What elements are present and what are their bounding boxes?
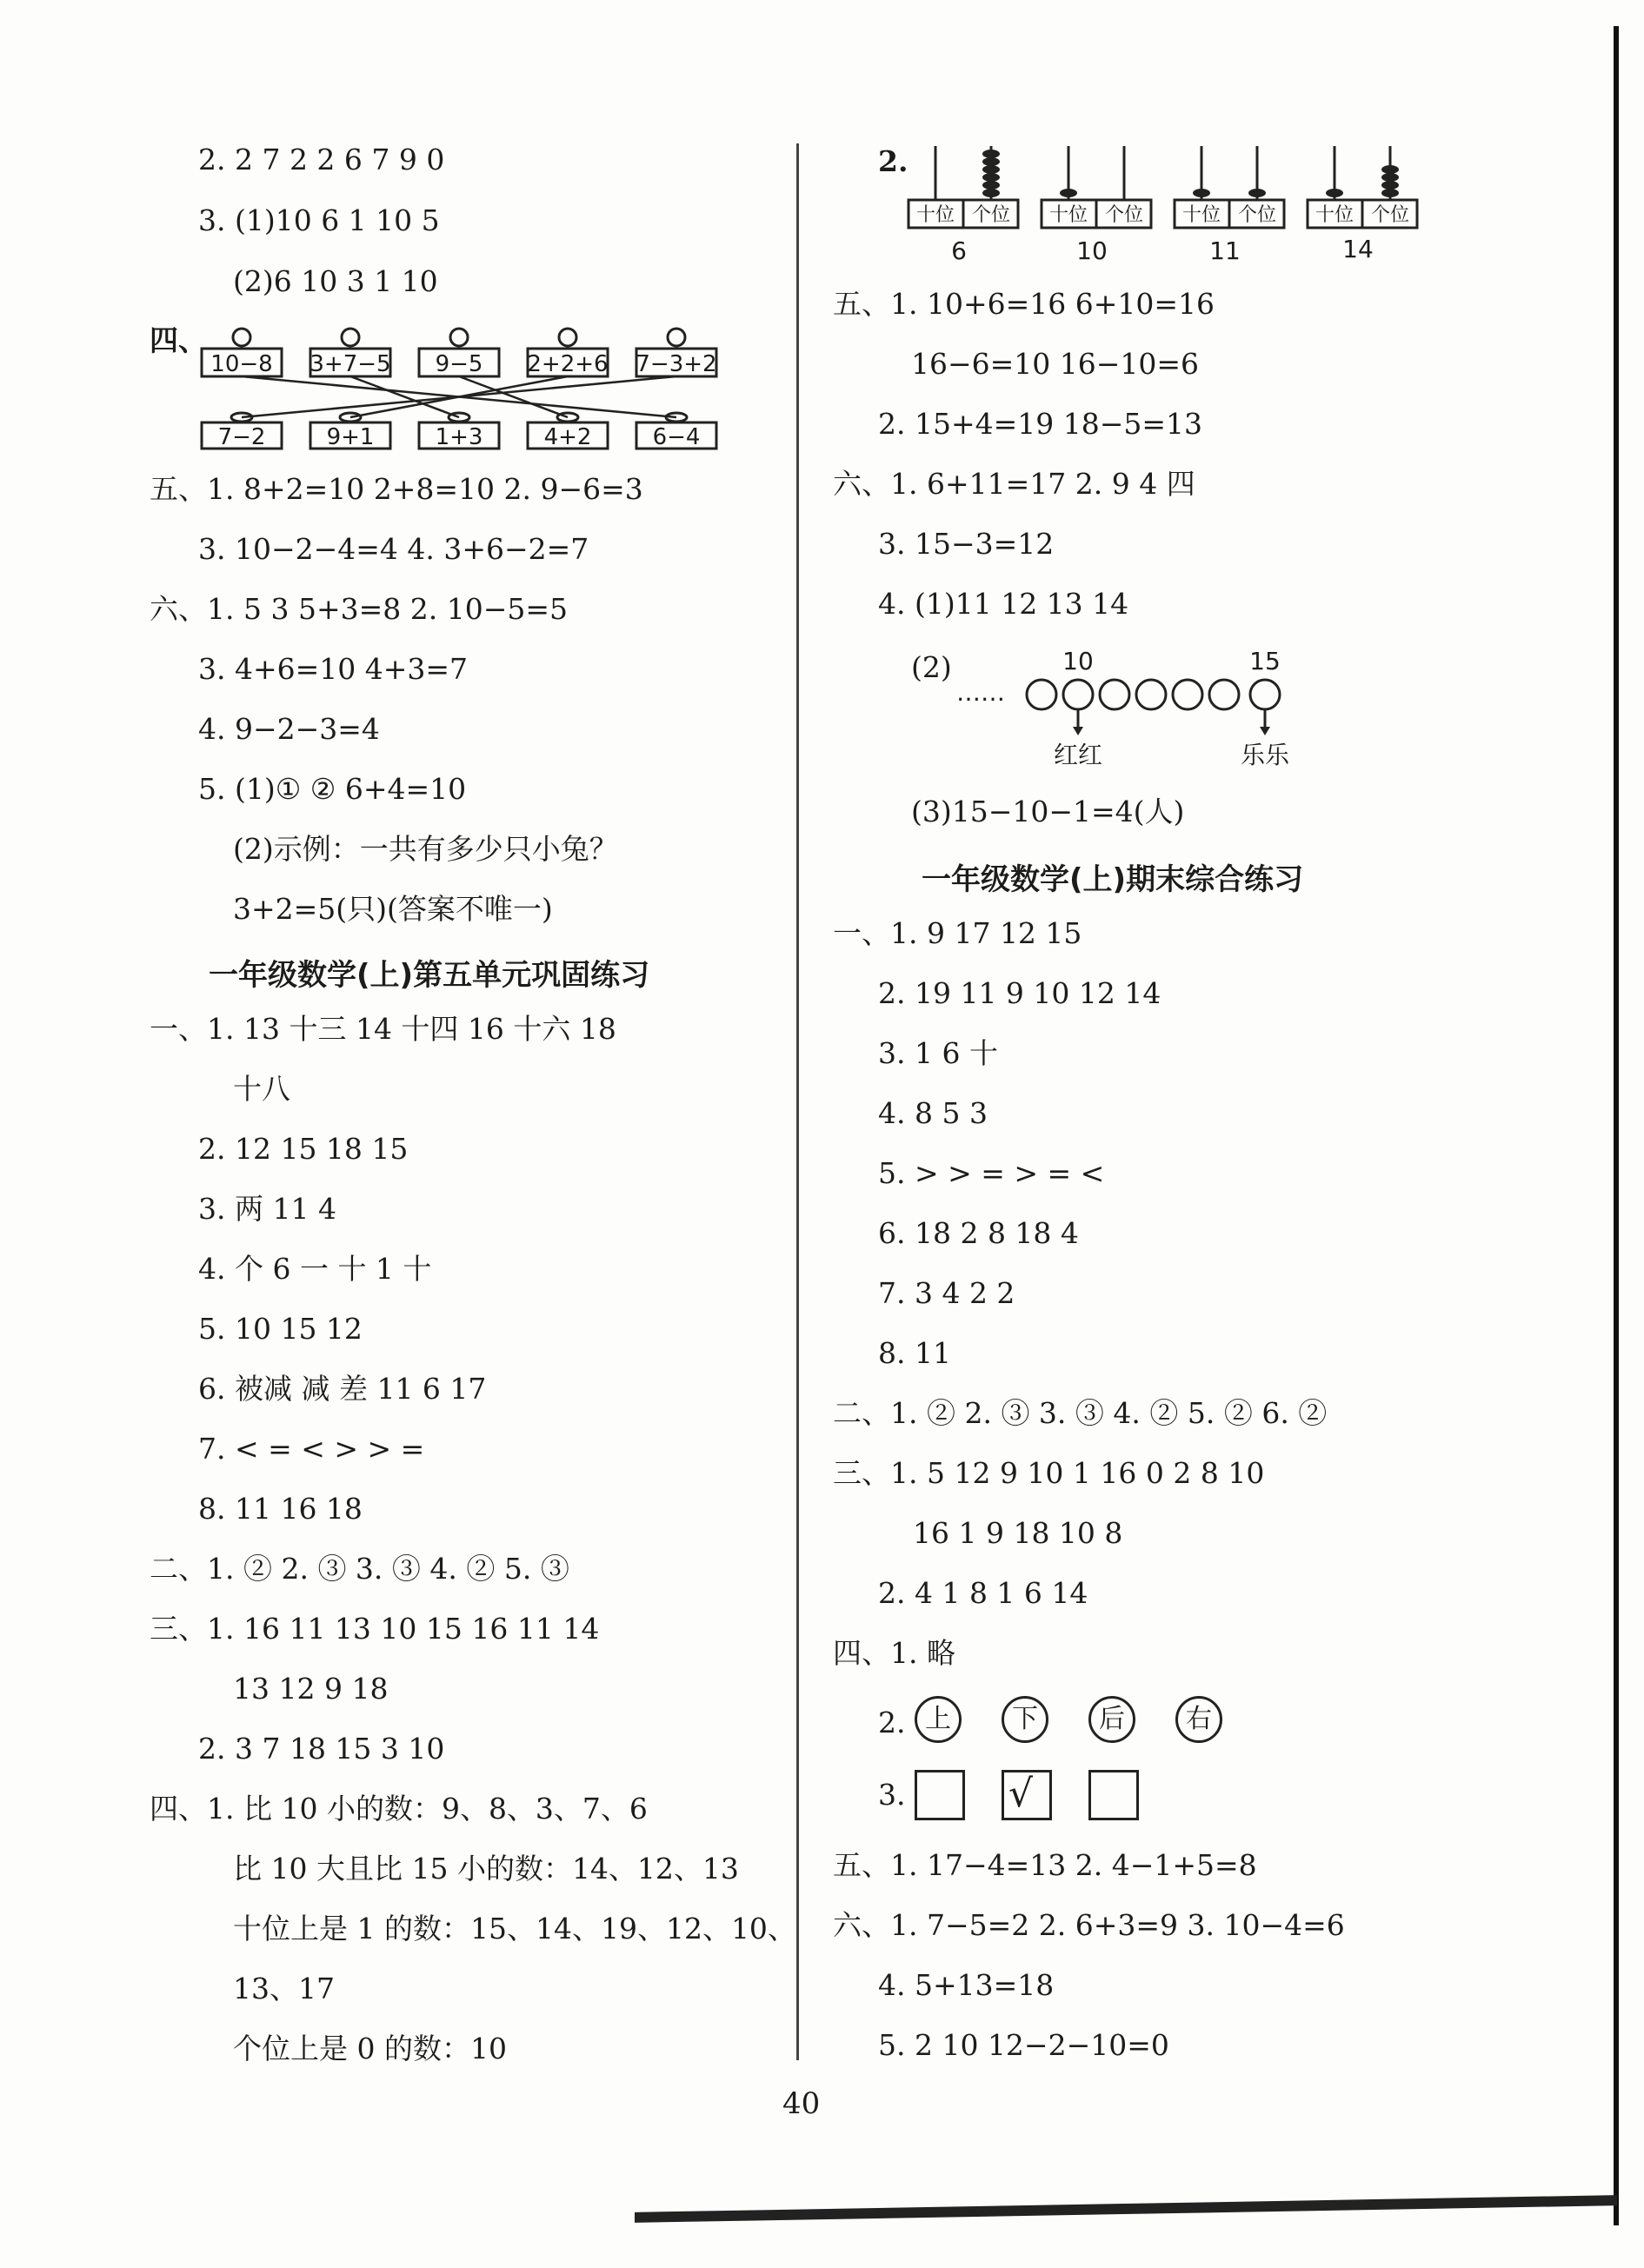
abacus-diagram [904, 139, 1426, 269]
answer-line: 3. 15−3=12 [878, 527, 1055, 561]
answer-line: 16−6=10 16−10=6 [911, 347, 1200, 381]
match-top-1: 10−8 [210, 351, 273, 377]
answer-line: 3. 10−2−4=4 4. 3+6−2=7 [198, 532, 589, 566]
label-15: 15 [1249, 647, 1281, 675]
answer-line: 六、1. 7−5=2 2. 6+3=9 3. 10−4=6 [833, 1908, 1345, 1942]
abacus-one-label: 个位 [971, 204, 1011, 226]
answer-line: 7. 3 4 2 2 [878, 1276, 1015, 1310]
answer-line: 十位上是 1 的数：15、14、19、12、10、 [233, 1912, 796, 1945]
answer-line: 5. 2 10 12−2−10=0 [878, 2028, 1169, 2062]
answer-line: 四、1. 略 [833, 1636, 955, 1670]
matching-diagram [191, 320, 748, 450]
ellipsis: …… [956, 678, 1005, 707]
answer-line: 4. 8 5 3 [878, 1096, 988, 1130]
circled-char: 上 [915, 1696, 962, 1743]
label-10: 10 [1062, 647, 1094, 675]
answer-line: 2. 19 11 9 10 12 14 [878, 976, 1161, 1010]
answer-line: 一、1. 9 17 12 15 [833, 916, 1082, 950]
page-edge [1614, 26, 1619, 2225]
answer-line: 4. 个 6 一 十 1 十 [198, 1252, 432, 1286]
answer-line: 3. 1 6 十 [878, 1036, 998, 1070]
abacus-ten-label: 十位 [1181, 204, 1221, 226]
match-bottom-4: 4+2 [543, 424, 592, 450]
match-top-4: 2+2+6 [527, 351, 609, 377]
bottom-shadow [635, 2195, 1617, 2223]
answer-line: 六、1. 6+11=17 2. 9 4 四 [833, 467, 1195, 501]
answer-line: 四、1. 比 10 小的数：9、8、3、7、6 [150, 1792, 648, 1826]
abacus-one-label: 个位 [1237, 204, 1277, 226]
answer-line: 4. (1)11 12 13 14 [878, 587, 1129, 621]
checkbox-empty [1088, 1770, 1139, 1820]
answer-line: 个位上是 0 的数：10 [233, 2032, 507, 2065]
section-label: 四、 [150, 323, 207, 357]
answer-line: (2)示例：一共有多少只小兔？ [233, 832, 618, 866]
answer-line: 一、1. 13 十三 14 十四 16 十六 18 [150, 1012, 616, 1046]
answer-line: 3. 两 11 4 [198, 1192, 336, 1226]
answer-line: 8. 11 16 18 [198, 1492, 363, 1526]
column-divider [796, 143, 799, 2060]
match-bottom-2: 9+1 [326, 424, 375, 450]
section-title: 一年级数学(上)第五单元巩固练习 [209, 958, 650, 993]
answer-line: 3. 4+6=10 4+3=7 [198, 652, 469, 686]
item-label: 2. [878, 144, 909, 178]
answer-line: 7. < = < > > = [198, 1432, 425, 1466]
answer-line: 十八 [233, 1072, 290, 1106]
answer-line: 13、17 [233, 1972, 335, 2005]
abacus-value-1: 6 [951, 236, 967, 265]
abacus-one-label: 个位 [1104, 204, 1144, 226]
answer-line: 2. 2 7 2 2 6 7 9 0 [198, 143, 445, 176]
circled-char: 后 [1088, 1696, 1135, 1743]
answer-line: 三、1. 16 11 13 10 15 16 11 14 [150, 1612, 600, 1646]
answer-line: 六、1. 5 3 5+3=8 2. 10−5=5 [150, 592, 568, 626]
label-hong: 红红 [1053, 741, 1103, 769]
abacus-ten-label: 十位 [1048, 204, 1088, 226]
answer-line: 2. 4 1 8 1 6 14 [878, 1576, 1088, 1610]
answer-line: 16 1 9 18 10 8 [913, 1516, 1123, 1550]
abacus-ten-label: 十位 [1315, 204, 1354, 226]
answer-line: (2)6 10 3 1 10 [233, 264, 438, 298]
match-bottom-5: 6−4 [652, 424, 701, 450]
answer-line: 5. (1)① ② 6+4=10 [198, 772, 467, 806]
abacus-ten-label: 十位 [915, 204, 955, 226]
answer-line: 五、1. 10+6=16 6+10=16 [833, 287, 1215, 321]
label-le: 乐乐 [1240, 741, 1290, 769]
queue-diagram [956, 642, 1304, 772]
abacus-one-label: 个位 [1370, 204, 1410, 226]
section-title: 一年级数学(上)期末综合练习 [922, 862, 1304, 897]
item-label: 2. [878, 1706, 906, 1739]
abacus-value-4: 14 [1342, 235, 1374, 263]
answer-line: 比 10 大且比 15 小的数：14、12、13 [233, 1852, 739, 1886]
answer-line: 4. 9−2−3=4 [198, 712, 380, 746]
answer-line: 五、1. 17−4=13 2. 4−1+5=8 [833, 1848, 1257, 1882]
answer-line: 五、1. 8+2=10 2+8=10 2. 9−6=3 [150, 472, 643, 506]
abacus-value-2: 10 [1076, 236, 1108, 265]
answer-line: 13 12 9 18 [233, 1672, 389, 1706]
checkbox-empty [915, 1770, 965, 1820]
answer-line: 三、1. 5 12 9 10 1 16 0 2 8 10 [833, 1456, 1265, 1490]
page-number: 40 [782, 2086, 821, 2121]
answer-line: 2. 15+4=19 18−5=13 [878, 407, 1203, 441]
item-label: 3. [878, 1778, 906, 1812]
answer-line: 4. 5+13=18 [878, 1968, 1055, 2002]
answer-line: 二、1. ② 2. ③ 3. ③ 4. ② 5. ② 6. ② [833, 1396, 1328, 1430]
match-top-2: 3+7−5 [309, 351, 391, 377]
answer-line: 3+2=5(只)(答案不唯一) [233, 892, 553, 926]
match-bottom-3: 1+3 [435, 424, 483, 450]
answer-line: 6. 被减 减 差 11 6 17 [198, 1372, 487, 1406]
answer-line: 3. (1)10 6 1 10 5 [198, 203, 440, 237]
circled-char: 下 [1002, 1696, 1048, 1743]
match-bottom-1: 7−2 [217, 424, 266, 450]
answer-line: 2. 12 15 18 15 [198, 1132, 409, 1166]
circled-char: 右 [1175, 1696, 1222, 1743]
answer-line: 6. 18 2 8 18 4 [878, 1216, 1079, 1250]
abacus-value-3: 11 [1209, 236, 1241, 265]
answer-line: (2) [911, 650, 952, 684]
check-mark: √ [1008, 1772, 1034, 1816]
answer-line: 8. 11 [878, 1336, 951, 1370]
answer-line: (3)15−10−1=4(人) [911, 795, 1185, 828]
answer-line: 5. > > = > = < [878, 1156, 1105, 1190]
answer-line: 2. 3 7 18 15 3 10 [198, 1732, 445, 1766]
match-top-5: 7−3+2 [636, 351, 717, 377]
answer-line: 二、1. ② 2. ③ 3. ③ 4. ② 5. ③ [150, 1552, 569, 1586]
match-top-3: 9−5 [435, 351, 483, 377]
answer-line: 5. 10 15 12 [198, 1312, 363, 1346]
